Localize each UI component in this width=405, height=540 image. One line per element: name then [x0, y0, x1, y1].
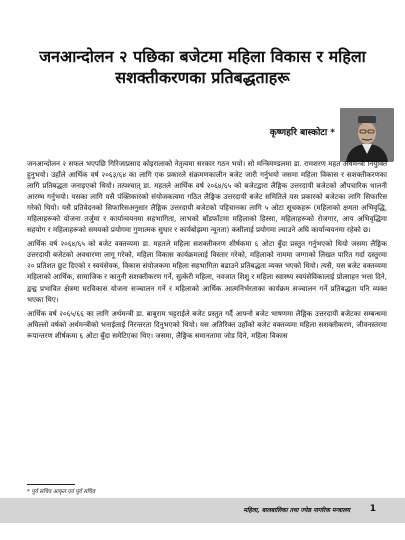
author-photo: [340, 108, 394, 162]
page-footer: [0, 498, 405, 523]
paragraph: आर्थिक वर्ष २०६४/६५ को बजेट वक्तव्यमा डा. महतले महिला सशक्तीकरण शीर्षकमा ६ ओटा बुँदा प्रस्तुत गर्नुभएको थियो जसमा लैङ्गिक उत्तरदायी बजेटको अवधारणा लागू गरेको, महिला विकास कार्यक्रमलाई विस्तार गरेको, महिलाको नाममा जग्गाको लिखत पारित गर्दा दस्तुरमा २० प्रतिशत छुट दिएको र स्वयंसेवक, विकास संयोजकमा महिला सहभागिता बढाउने प्रतिबद्धता व्यक्त भएको थियो। त्यसै, यस बजेट वक्तव्यमा महिलाको आर्थिक, सामाजिक र कानुनी सशक्तीकरण गर्ने, सुत्केरी महिला, नवजात शिशु र महिला स्वास्थ्य स्वयंसेविकालाई प्रोत्साहन भत्ता दिने, द्वन्द्व प्रभावित क्षेत्रमा घरविकास योजना सञ्चालन गर्ने र महिलाको आर्थिक आत्मनिर्भरताका कार्यक्रम सञ्चालन गर्ने प्रतिबद्धता पनि व्यक्त भएका थिए।: [27, 239, 387, 304]
author-name: कृष्णहरि बास्कोटा *: [269, 128, 335, 138]
article-body: [27, 158, 387, 344]
page-number: 1: [369, 504, 376, 514]
footnote: * पूर्व सचिव आकृत एवं पूर्व सचिव: [27, 489, 96, 495]
article-title: जनआन्दोलन २ पछिका बजेटमा महिला विकास र महिला सशक्तीकरणका प्रतिबद्धताहरू: [39, 47, 366, 87]
footer-ministry-text: महिला, बालबालिका तथा ज्येष्ठ नागरिक मन्त्रालय: [243, 507, 350, 514]
paragraph: आर्थिक वर्ष २०६५/६६ का लागि अर्थमन्त्री डा. बाबुराम भट्टराईले बजेट प्रस्तुत गर्दै आफ्नो बजेट भाषणमा लैङ्गिक उत्तरदायी बजेटका सम्बन्धमा अघिल्लो वर्षको अर्थमन्त्रीको भनाईलाई निरन्तरता दिनुभएको थियो। यस अतिरिक्त उहाँको बजेट वक्तव्यमा महिला सशक्तीकरण, जीवनस्तरमा रूपान्तरण शीर्षकमा ६ ओटा बुँदा समेटिएका थिए। जसमा, लैङ्गिक समानतामा जोड दिने, महिला विकास: [27, 308, 387, 340]
paragraph: जनआन्दोलन २ सफल भएपछि गिरिजाप्रसाद कोइरालाको नेतृत्वमा सरकार गठन भयो। सो मन्त्रिमण्डलमा डा. रामशरण महत अर्थमन्त्री नियुक्ति हुनुभयो। उहाँले आर्थिक वर्ष २०६३/६४ का लागि एक प्रकारले संक्रमणकालीन बजेट जारी गर्नुभयो जसमा महिला विकास र सशक्तीकरणका लागि प्रतिबद्धता जनाइएको थियो। तत्पश्चात् डा. महतले आर्थिक वर्ष २०६४/६५ को बजेटद्वारा लैङ्गिक उत्तरदायी बजेटको औपचारिक थालनी आरम्भ गर्नुभयो। यसका लागि यसै पंक्तिकारको संयोजकत्वमा गठित लैङ्गिक उत्तरदायी बजेट समितिले यस प्रकारको बजेटका लागि सिफारिस गरेको थियो। यसै प्रतिवेदनको सिफारिसअनुसार लैङ्गिक उत्तरदायी बजेटको पहिचानका लागि ५ ओटा सूचकहरू (महिलाको क्षमता अभिवृद्धि, महिलाहरूको योजना तर्जुमा र कार्यान्वयनमा सहभागिता, लाभको बाँडफाँटमा महिलाको हिस्सा, महिलाहरूको रोजगार, आय अभिवृद्धिमा सहयोग र महिलाहरूको समयको प्रयोगमा गुणात्मक सुधार र कार्यबोझमा न्यूनता) कसीलाई प्रयोगमा ल्याउने अघि कार्यान्वयनमा रहेको छ।: [27, 159, 387, 235]
footnote-divider: [27, 484, 75, 485]
